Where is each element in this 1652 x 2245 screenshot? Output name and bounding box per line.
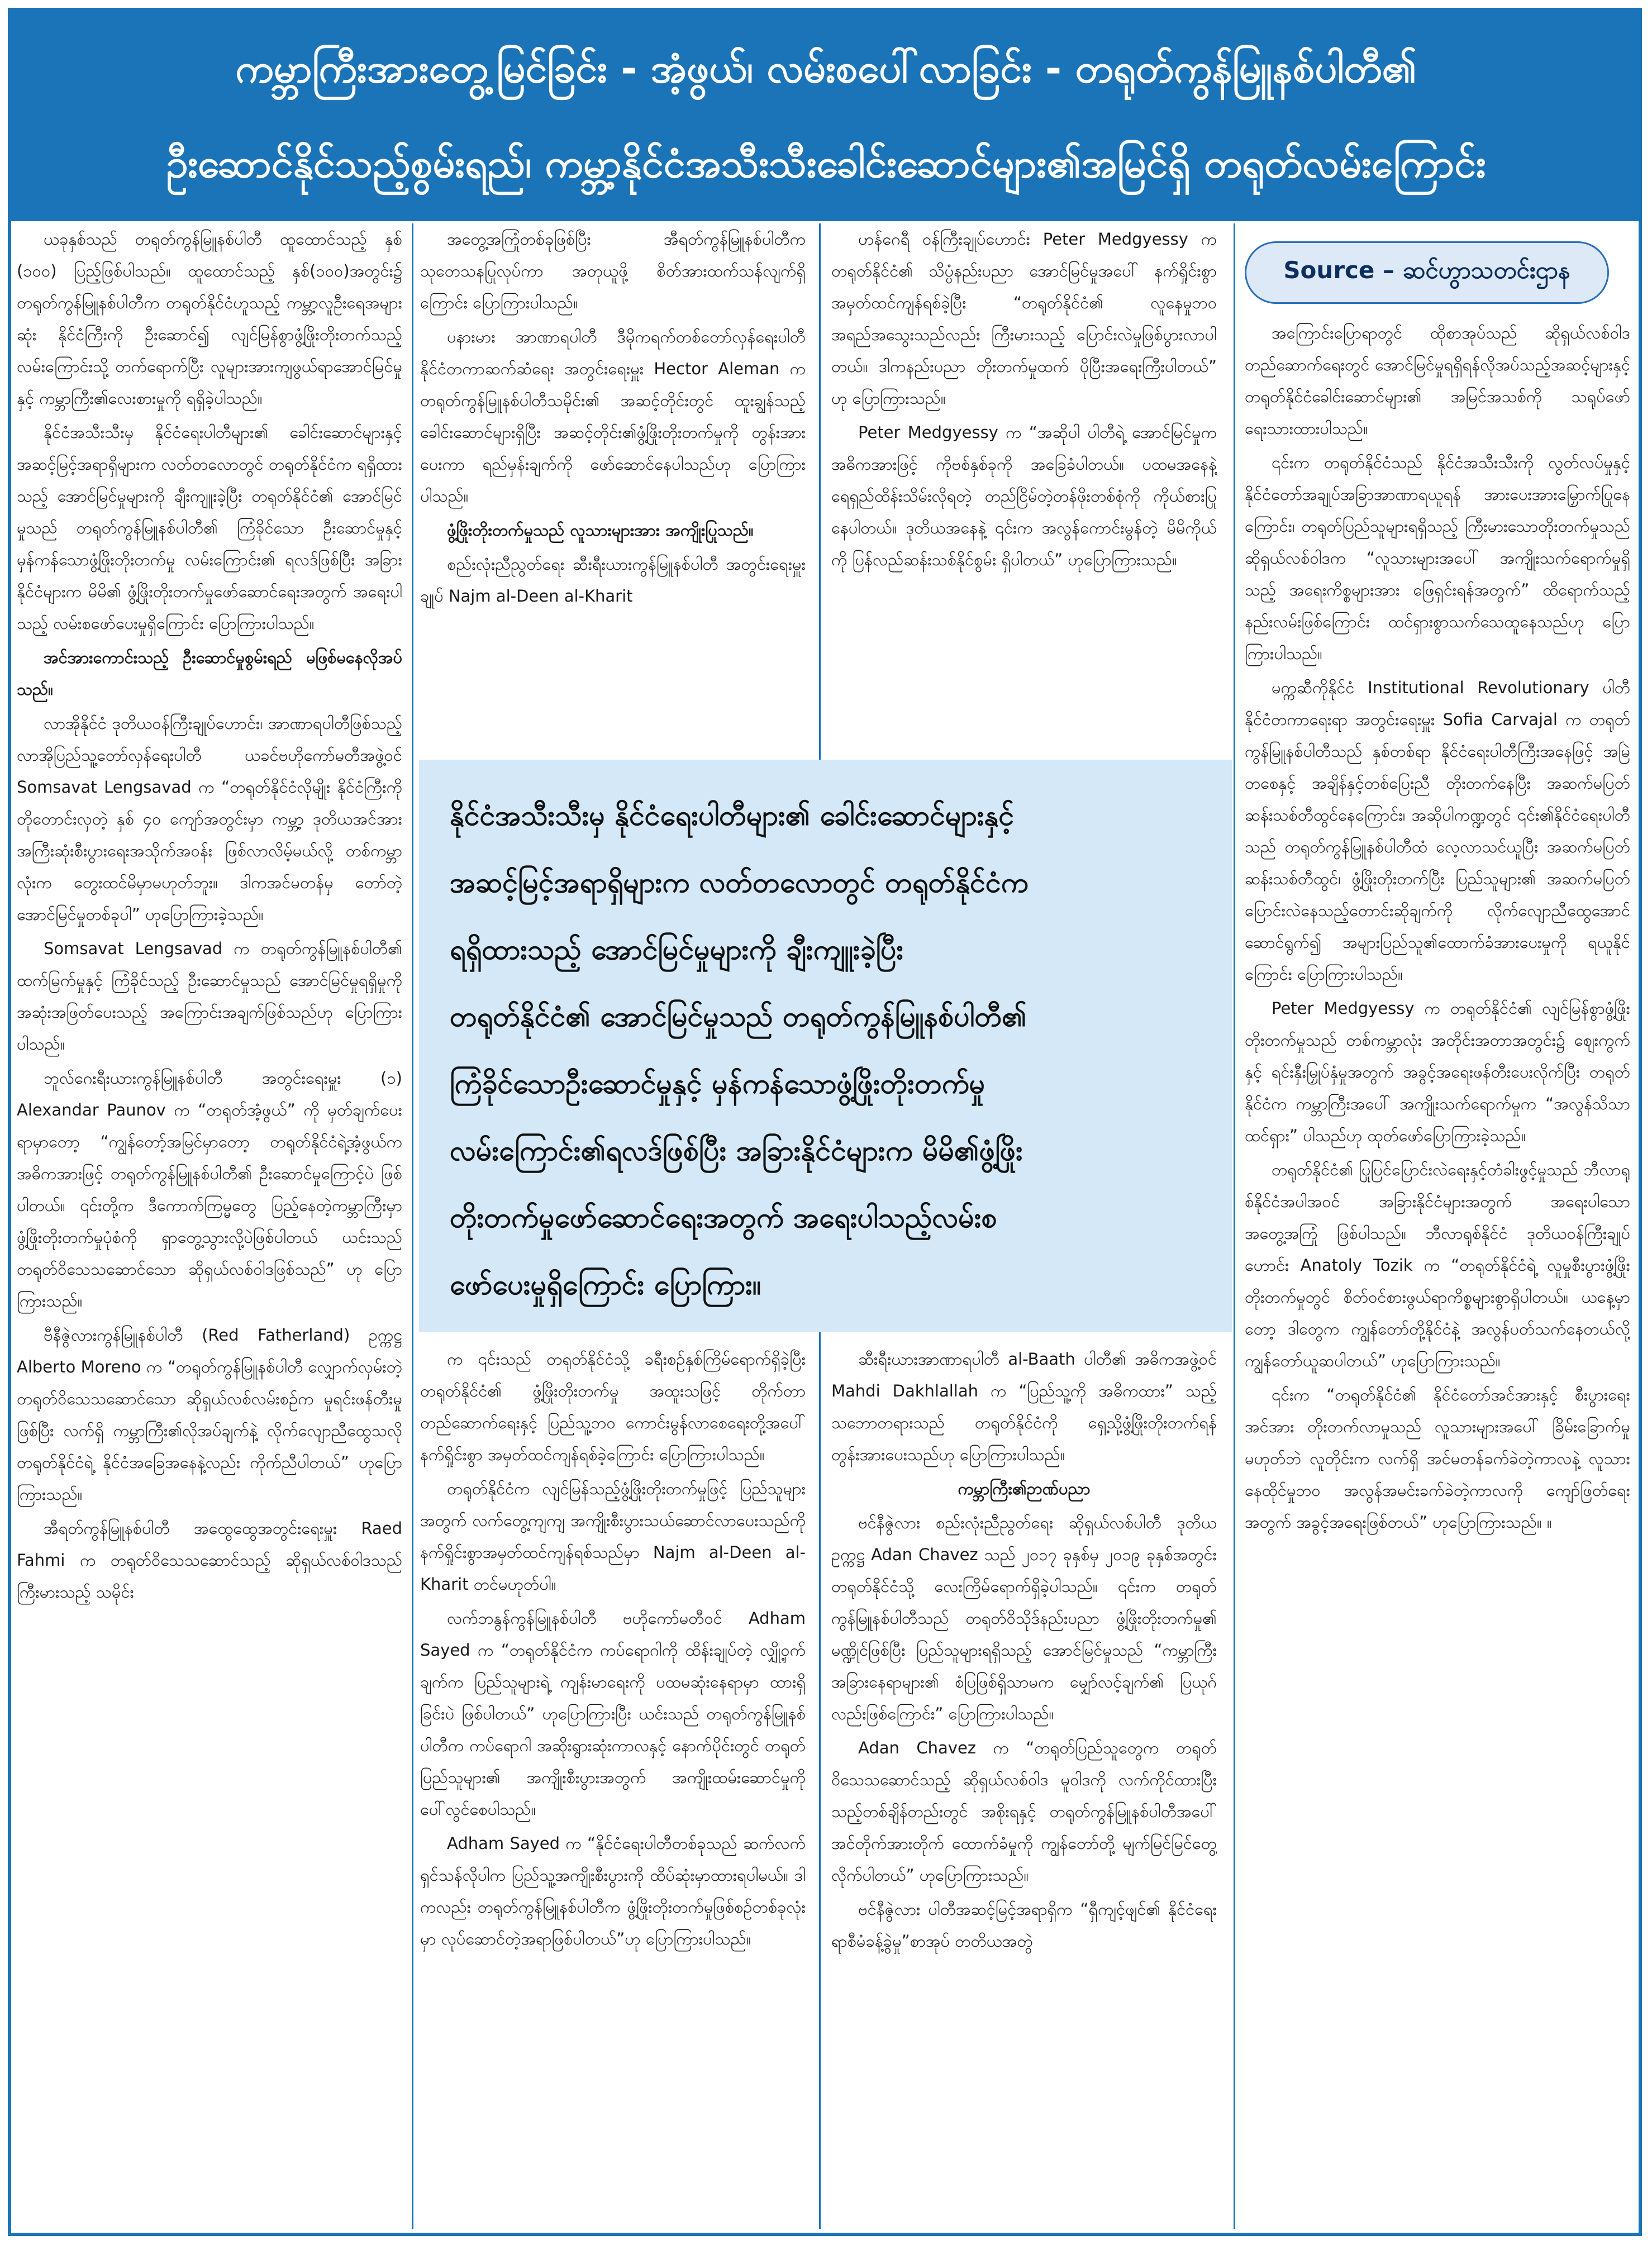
pull-quote-line: တရုတ်နိုင်ငံ၏ အောင်မြင်မှုသည် တရုတ်ကွန်မြူနစ်ပါတီ၏ <box>450 1000 1027 1033</box>
paragraph: ဆီးရီးယားအာဏာရပါတီ al-Baath ပါတီ၏ အဓိကအဖွဲ့ဝင် Mahdi Dakhlallah က “ပြည်သူ့ကို အဓိကထား” သည့် သဘောတရားသည် တရုတ်နိုင်ငံကို ရှေ့သို့ဖွံ့ဖြိုးတိုးတက်ရန် တွန်းအားပေးသည်ဟု ပြောကြားပါသည်။ <box>831 1350 1217 1464</box>
pull-quote-line: လမ်းကြောင်း၏ရလဒ်ဖြစ်ပြီး အခြားနိုင်ငံများက မိမိ၏ဖွံ့ဖြိုး <box>450 1135 1023 1167</box>
paragraph: ၎င်းက “တရုတ်နိုင်ငံ၏ နိုင်ငံတော်အင်အားနှင့် စီးပွားရေးအင်အား တိုးတက်လာမှုသည် လူသားများအပေါ် ခြိမ်းခြောက်မှုမဟုတ်ဘဲ လူတိုင်းက လက်ရှိ အင်မတန်ခက်ခဲတဲ့ကာလနဲ့ လူသားနေထိုင်မှုဘဝ အလွန်အမင်းခက်ခဲတဲ့ကာလကို ကျော်ဖြတ်ရေးအတွက် အခွင့်အရေးဖြစ်တယ်” ဟုပြောကြားသည်။ ။ <box>1245 1385 1630 1532</box>
pull-quote-line: ကြံခိုင်သောဦးဆောင်မှုနှင့် မှန်ကန်သောဖွံ့ဖြိုးတိုးတက်မှု <box>450 1067 986 1100</box>
column-divider <box>412 223 413 2229</box>
headline-line-2: ဦးဆောင်နိုင်သည့်စွမ်းရည်၊ ကမ္ဘာ့နိုင်ငံအသီးသီးခေါင်းဆောင်များ၏အမြင်ရှိ တရုတ်လမ်းကြောင်း <box>166 141 1486 187</box>
paragraph: အကြောင်းပြောရာတွင် ထိုစာအုပ်သည် ဆိုရှယ်လစ်ဝါဒတည်ဆောက်ရေးတွင် အောင်မြင်မှုရရှိရန်လိုအပ်သည့်အဆင့်များနှင့် တရုတ်နိုင်ငံခေါင်းဆောင်များ၏ အမြင်အသစ်ကို သရုပ်ဖော်ရေးသားထားပါသည်။ <box>1245 323 1630 438</box>
paragraph: ပနားမား အာဏာရပါတီ ဒီမိုကရက်တစ်တော်လှန်ရေးပါတီ နိုင်ငံတကာဆက်ဆံရေး အတွင်းရေးမှူး Hector Aleman က တရုတ်ကွန်မြူနစ်ပါတီသမိုင်း၏ အဆင့်တိုင်းတွင် ထူးချွန်သည့် ခေါင်းဆောင်များရှိပြီး အဆင့်တိုင်း၏ဖွံ့ဖြိုးတိုးတက်မှုကို တွန်းအားပေးကာ ရည်မှန်းချက်ကို ဖော်ဆောင်နေပါသည်ဟု ပြောကြားပါသည်။ <box>420 327 806 506</box>
paragraph: ဗီနီဇွဲလားကွန်မြူနစ်ပါတီ (Red Fatherland) ဥက္ကဋ္ဌ Alberto Moreno က “တရုတ်ကွန်မြူနစ်ပါတီ လျှောက်လှမ်းတဲ့ တရုတ်ဝိသေသဆောင်သော ဆိုရှယ်လစ်လမ်းစဉ်က မှုရင်းဖန်တီးမှုဖြစ်ပြီး လက်ရှိ ကမ္ဘာကြီး၏လိုအပ်ချက်နဲ့ လိုက်လျောညီထွေသလို တရုတ်နိုင်ငံရဲ့ နိုင်ငံအခြေအနေနဲ့လည်း ကိုက်ညီပါတယ်” ဟုပြောကြားသည်။ <box>17 1326 402 1504</box>
paragraph: Adan Chavez က “တရုတ်ပြည်သူတွေက တရုတ်ဝိသေသဆောင်သည့် ဆိုရှယ်လစ်ဝါဒ မူဝါဒကို လက်ကိုင်ထားပြီး သည့်တစ်ချိန်တည်းတွင် အစိုးရနှင့် တရုတ်ကွန်မြူနစ်ပါတီအပေါ် အင်တိုက်အားတိုက် ထောက်ခံမှုကို ကျွန်တော်တို့ မျက်မြင်မြင်တွေ့လိုက်ပါတယ်” ဟုပြောကြားသည်။ <box>831 1738 1217 1885</box>
paragraph: ယခုနှစ်သည် တရုတ်ကွန်မြူနစ်ပါတီ ထူထောင်သည့် နှစ် (၁၀၀) ပြည့်ဖြစ်ပါသည်။ ထူထောင်သည့် နှစ်(၁၀၀)အတွင်း၌ တရုတ်ကွန်မြူနစ်ပါတီက တရုတ်နိုင်ငံဟူသည့် ကမ္ဘာ့လူဦးရေအများဆုံး နိုင်ငံကြီးကို ဦးဆောင်၍ လျင်မြန်စွာဖွံ့ဖြိုးတိုးတက်သည့်လမ်းကြောင်းသို့ တက်ရောက်ပြီး လူများအားကျဖွယ်ရာအောင်မြင်မှုနှင့် ကမ္ဘာကြီး၏လေးစားမှုကို ရရှိခဲ့ပါသည်။ <box>17 230 402 408</box>
subheading: ကမ္ဘာကြီး၏ဉာဏ်ပညာ <box>958 1479 1091 1498</box>
pull-quote-line: ရရှိထားသည့် အောင်မြင်မှုများကို ချီးကျူးခဲ့ပြီး <box>450 933 904 966</box>
paragraph: လာအိုနိုင်ငံ ဒုတိယဝန်ကြီးချုပ်ဟောင်း၊ အာဏာရပါတီဖြစ်သည့် လာအိုပြည်သူ့တော်လှန်ရေးပါတီ ယခင်ဗဟိုကော်မတီအဖွဲ့ဝင် Somsavat Lengsavad က “တရုတ်နိုင်ငံလိုမျိုး နိုင်ငံကြီးကို တိုတောင်းလှတဲ့ နှစ် ၄၀ ကျော်အတွင်းမှာ ကမ္ဘာ့ ဒုတိယအင်အားအကြီးဆုံးစီးပွားရေးအသိုက်အဝန်း ဖြစ်လာလိမ့်မယ်လို့ တစ်ကမ္ဘာလုံးက တွေးထင်မိမှာမဟုတ်ဘူး။ ဒါကအင်မတန်မှ တော်တဲ့အောင်မြင်မှုတစ်ခုပါ” ဟုပြောကြားခဲ့သည်။ <box>17 714 402 924</box>
article-column-4 <box>1245 317 1630 2228</box>
article-column-2-top <box>420 223 806 751</box>
column-divider <box>1234 223 1235 2229</box>
article-column-3-top <box>831 223 1217 751</box>
article-column-1 <box>17 223 402 2229</box>
source-badge: Source – ဆင်ဟွာသတင်းဌာန <box>1245 241 1609 304</box>
paragraph: Peter Medgyessy က တရုတ်နိုင်ငံ၏ လျင်မြန်စွာဖွံ့ဖြိုးတိုးတက်မှုသည် တစ်ကမ္ဘာလုံး အတိုင်းအတာအတွင်း၌ ဈေးကွက်နှင့် ရင်းနှီးမြှုပ်နှံမှုအတွက် အခွင့်အရေးဖန်တီးပေးလိုက်ပြီး တရုတ်နိုင်ငံက ကမ္ဘာကြီးအပေါ် အကျိုးသက်ရောက်မှုက “အလွန်သိသာထင်ရှား” ပါသည်ဟု ထုတ်ဖော်ပြောကြားခဲ့သည်။ <box>1245 999 1630 1145</box>
paragraph: မက္ကဆီကိုနိုင်ငံ Institutional Revolutionary ပါတီ နိုင်ငံတကာရေးရာ အတွင်းရေးမှူး Sofia Carvajal က တရုတ်ကွန်မြူနစ်ပါတီသည် နှစ်တစ်ရာ နိုင်ငံရေးပါတီကြီးအနေဖြင့် အမြဲတစေနှင့် အချိန်နှင့်တစ်ပြေးညီ တိုးတက်နေပြီး အဆက်မပြတ် ဆန်းသစ်တီထွင်နေကြောင်း၊ အဆိုပါကဏ္ဍတွင် ၎င်း၏နိုင်ငံရေးပါတီသည် တရုတ်ကွန်မြူနစ်ပါတီထံ လေ့လာသင်ယူပြီး အဆက်မပြတ် ဆန်းသစ်တီထွင်၊ ဖွံ့ဖြိုးတိုးတက်ပြီး ပြည်သူများ၏ အဆက်မပြတ်ပြောင်းလဲနေသည့်တောင်းဆိုချက်ကို လိုက်လျောညီထွေအောင်ဆောင်ရွက်၍ အများပြည်သူ၏ထောက်ခံအားပေးမှုကို ရယူနိုင်ကြောင်း ပြောကြားပါသည်။ <box>1245 678 1630 984</box>
subheading: အင်အားကောင်းသည့် ဦးဆောင်မှုစွမ်းရည် မဖြစ်မနေလိုအပ်သည်။ <box>17 648 402 699</box>
pull-quote-line: တိုးတက်မှုဖော်ဆောင်ရေးအတွက် အရေးပါသည့်လမ်းစ <box>450 1202 997 1234</box>
paragraph: နိုင်ငံအသီးသီးမှ နိုင်ငံရေးပါတီများ၏ ခေါင်းဆောင်များနှင့် အဆင့်မြင့်အရာရှိများက လတ်တလောတွင် တရုတ်နိုင်ငံက ရရှိထားသည့် အောင်မြင်မှုများကို ချီးကျူးခဲ့ပြီး တရုတ်နိုင်ငံ၏ အောင်မြင်မှုသည် တရုတ်ကွန်မြူနစ်ပါတီ၏ ကြံခိုင်သော ဦးဆောင်မှုနှင့် မှန်ကန်သောဖွံ့ဖြိုးတိုးတက်မှု လမ်းကြောင်း၏ ရလဒ်ဖြစ်ပြီး အခြားနိုင်ငံများက မိမိ၏ ဖွံ့ဖြိုးတိုးတက်မှုဖော်ဆောင်ရေးအတွက် အရေးပါသည့် လမ်းစဖော်ပေးမှုရှိကြောင်း ပြောကြားပါသည်။ <box>17 423 402 633</box>
subheading: ဖွံ့ဖြိုးတိုးတက်မှုသည် လူသားများအား အကျိုးပြုသည်။ <box>447 521 754 540</box>
paragraph: လက်ဘနွန်ကွန်မြူနစ်ပါတီ ဗဟိုကော်မတီဝင် Adham Sayed က “တရုတ်နိုင်ငံက ကပ်ရောဂါကို ထိန်းချုပ်တဲ့ လျှို့ဝှက်ချက်က ပြည်သူများရဲ့ ကျန်းမာရေးကို ပထမဆုံးနေရာမှာ ထားရှိခြင်းပဲ ဖြစ်ပါတယ်” ဟုပြောကြားပြီး ယင်းသည် တရုတ်ကွန်မြူနစ်ပါတီက ကပ်ရောဂါ အဆိုးရွားဆုံးကာလနှင့် နောက်ပိုင်းတွင် တရုတ်ပြည်သူများ၏ အကျိုးစီးပွားအတွက် အကျိုးထမ်းဆောင်မှုကို ပေါ်လွင်စေပါသည်။ <box>420 1609 806 1819</box>
paragraph: ဗင်နီဇွဲလား ပါတီအဆင့်မြင့်အရာရှိက “ရှီကျင့်ဖျင်၏ နိုင်ငံရေးရာစီမံခန့်ခွဲမှု”စာအုပ် တတိယအတွဲ <box>831 1900 1217 1951</box>
pull-quote-box <box>419 760 1232 1332</box>
paragraph: ဗင်နီဇွဲလား စည်းလုံးညီညွတ်ရေး ဆိုရှယ်လစ်ပါတီ ဒုတိယဥက္ကဋ္ဌ Adan Chavez သည် ၂၀၁၇ ခုနှစ်မှ ၂၀၁၉ ခုနှစ်အတွင်း တရုတ်နိုင်ငံသို့ လေးကြိမ်ရောက်ရှိခဲ့ပါသည်။ ၎င်းက တရုတ်ကွန်မြူနစ်ပါတီသည် တရုတ်ဝိသိုဒ်နည်းပညာ ဖွံ့ဖြိုးတိုးတက်မှု၏ မဏ္ဍိုင်ဖြစ်ပြီး ပြည်သူများရရှိသည့် အောင်မြင်မှုသည် “ကမ္ဘာကြီး အခြားနေရာများ၏ စံပြဖြစ်ရှိသာမက မျှော်လင့်ချက်၏ ပြယုဂ်လည်းဖြစ်ကြောင်း” ပြောကြားပါသည်။ <box>831 1513 1217 1723</box>
paragraph: Somsavat Lengsavad က တရုတ်ကွန်မြူနစ်ပါတီ၏ ထက်မြက်မှုနှင့် ကြံခိုင်သည့် ဦးဆောင်မှုသည် အောင်မြင်မှုရရှိမှုကို အဆုံးအဖြတ်ပေးသည့် အကြောင်းအချက်ဖြစ်သည်ဟု ပြောကြားပါသည်။ <box>17 939 402 1054</box>
paragraph: Peter Medgyessy က “အဆိုပါ ပါတီရဲ့ အောင်မြင်မှုက အဓိကအားဖြင့် ကိုဗစ်နှစ်ခုကို အခြေခံပါတယ်။ ပထမအနေနဲ့ ရေရှည်ထိန်းသိမ်းလိုရတဲ့ တည်ငြိမ်တဲ့တန်ဖိုးတစ်စုံကို ကိုယ်စားပြုနေပါတယ်။ ဒုတိယအနေနဲ့ ၎င်းက အလွန်ကောင်းမွန်တဲ့ မိမိကိုယ်ကို ပြန်လည်ဆန်းသစ်နိုင်စွမ်း ရှိပါတယ်” ဟုပြောကြားသည်။ <box>831 423 1217 569</box>
paragraph: တရုတ်နိုင်ငံက လျင်မြန်သည့်ဖွံ့ဖြိုးတိုးတက်မှုဖြင့် ပြည်သူများအတွက် လက်တွေ့ကျကျ အကျိုးစီးပွားသယ်ဆောင်လာပေးသည်ကို နက်ရှိုင်းစွာအမှတ်ထင်ကျန်ရစ်သည်မှာ Najm al-Deen al-Kharit တင်မဟုတ်ပါ။ <box>420 1479 806 1594</box>
paragraph: Adham Sayed က “နိုင်ငံရေးပါတီတစ်ခုသည် ဆက်လက်ရှင်သန်လိုပါက ပြည်သူ့အကျိုးစီးပွားကို ထိပ်ဆုံးမှာထားရပါမယ်။ ဒါကလည်း တရုတ်ကွန်မြူနစ်ပါတီက ဖွံ့ဖြိုးတိုးတက်မှုဖြစ်စဉ်တစ်ခုလုံးမှာ လုပ်ဆောင်တဲ့အရာဖြစ်ပါတယ်”ဟု ပြောကြားပါသည်။ <box>420 1834 806 1948</box>
article-column-2-bottom <box>420 1343 806 2229</box>
paragraph: တရုတ်နိုင်ငံ၏ ပြုပြင်ပြောင်းလဲရေးနှင့်တံခါးဖွင့်မှုသည် ဘီလာရုစ်နိုင်ငံအပါအဝင် အခြားနိုင်ငံများအတွက် အရေးပါသောအတွေ့အကြုံ ဖြစ်ပါသည်။ ဘီလာရုစ်နိုင်ငံ ဒုတိယဝန်ကြီးချုပ်ဟောင်း Anatoly Tozik က “တရုတ်နိုင်ငံရဲ့ လူမှုစီးပွားဖွံ့ဖြိုးတိုးတက်မှုတွင် စိတ်ဝင်စားဖွယ်ရာကိစ္စများစွာရှိပါတယ်။ ယနေ့မှာတော့ ဒါတွေက ကျွန်တော်တို့နိုင်ငံနဲ့ အလွန်ပတ်သက်နေတယ်လို့ ကျွန်တော်ယူဆပါတယ်” ဟုပြောကြားသည်။ <box>1245 1160 1630 1370</box>
paragraph: က ၎င်းသည် တရုတ်နိုင်ငံသို့ ခရီးစဉ်နှစ်ကြိမ်ရောက်ရှိခဲ့ပြီး တရုတ်နိုင်ငံ၏ ဖွံ့ဖြိုးတိုးတက်မှု အထူးသဖြင့် တိုက်တာတည်ဆောက်ရေးနှင့် ပြည်သူ့ဘဝ ကောင်းမွန်လာစေရေးတို့အပေါ် နက်ရှိုင်းစွာ အမှတ်ထင်ကျန်ရစ်ခဲ့ကြောင်း ပြောကြားပါသည်။ <box>420 1350 806 1464</box>
pull-quote-line: နိုင်ငံအသီးသီးမှ နိုင်ငံရေးပါတီများ၏ ခေါင်းဆောင်များနှင့် <box>450 799 1015 832</box>
paragraph: စည်းလုံးညီညွတ်ရေး ဆီးရီးယားကွန်မြူနစ်ပါတီ အတွင်းရေးမှူးချုပ် Najm al-Deen al-Kharit <box>420 555 806 606</box>
paragraph: ၎င်းက တရုတ်နိုင်ငံသည် နိုင်ငံအသီးသီးကို လွတ်လပ်မှုနှင့် နိုင်ငံတော်အချုပ်အခြာအာဏာရယူရန် အားပေးအားမြှောက်ပြုနေကြောင်း၊ တရုတ်ပြည်သူများရရှိသည့် ကြီးမားသောတိုးတက်မှုသည် ဆိုရှယ်လစ်ဝါဒက “လူသားများအပေါ် အကျိုးသက်ရောက်မှုရှိသည့် အရေးကိစ္စများအား ဖြေရှင်းရန်အတွက်” ထိရောက်သည့်နည်းလမ်းဖြစ်ကြောင်း ထင်ရှားစွာသက်သေထူနေသည်ဟု ပြောကြားပါသည်။ <box>1245 453 1630 663</box>
paragraph: အီရတ်ကွန်မြူနစ်ပါတီ အထွေထွေအတွင်းရေးမှူး Raed Fahmi က တရုတ်ဝိသေသဆောင်သည့် ဆိုရှယ်လစ်ဝါဒသည် ကြီးမားသည့် သမိုင်း <box>17 1519 402 1601</box>
headline-banner <box>11 11 1641 221</box>
paragraph: ဟန်ဂေရီ ဝန်ကြီးချုပ်ဟောင်း Peter Medgyessy က တရုတ်နိုင်ငံ၏ သိပ္ပံနည်းပညာ အောင်မြင်မှုအပေါ် နက်ရှိုင်းစွာအမှတ်ထင်ကျန်ရစ်ခဲ့ပြီး “တရုတ်နိုင်ငံ၏ လူနေမှုဘဝ အရည်အသွေးသည်လည်း ကြီးမားသည့် ပြောင်းလဲမှုဖြစ်ပွားလာပါတယ်။ ဒါကနည်းပညာ တိုးတက်မှုထက် ပိုပြီးအရေးကြီးပါတယ်” ဟု ပြောကြားသည်။ <box>831 230 1217 408</box>
article-column-3-bottom <box>831 1343 1217 2229</box>
paragraph: အတွေ့အကြုံတစ်ခုဖြစ်ပြီး အီရတ်ကွန်မြူနစ်ပါတီက သုတေသနပြုလုပ်ကာ အတုယူဖို့ စိတ်အားထက်သန်လျက်ရှိကြောင်း ပြောကြားပါသည်။ <box>420 230 806 312</box>
paragraph: ဘူလ်ဂေးရီးယားကွန်မြူနစ်ပါတီ အတွင်းရေးမှူး (၁) Alexandar Paunov က “တရုတ်အံ့ဖွယ်” ကို မှတ်ချက်ပေးရာမှာတော့ “ကျွန်တော့်အမြင်မှာတော့ တရုတ်နိုင်ငံရဲ့အံ့ဖွယ်က အဓိကအားဖြင့် တရုတ်ကွန်မြူနစ်ပါတီ၏ ဦးဆောင်မှုကြောင့်ပဲ ဖြစ်ပါတယ်။ ၎င်းတို့က ဒီကောက်ကြမ္မတွေ ပြည့်နေတဲ့ကမ္ဘာကြီးမှာ ဖွံ့ဖြိုးတိုးတက်မှုပုံစံကို ရှာတွေ့သွားလို့ပဲဖြစ်ပါတယ် ယင်းသည် တရုတ်ဝိသေသဆောင်သော ဆိုရှယ်လစ်ဝါဒဖြစ်သည်” ဟု ပြောကြားသည်။ <box>17 1069 402 1310</box>
pull-quote-line: ဖော်ပေးမှုရှိကြောင်း ပြောကြား။ <box>450 1269 761 1301</box>
pull-quote-line: အဆင့်မြင့်အရာရှိများက လတ်တလောတွင် တရုတ်နိုင်ငံက <box>450 866 1029 899</box>
headline-line-1: ကမ္ဘာကြီးအားတွေ့မြင်ခြင်း - အံ့ဖွယ်၊ လမ်းစပေါ်လာခြင်း - တရုတ်ကွန်မြူနစ်ပါတီ၏ <box>235 46 1417 92</box>
